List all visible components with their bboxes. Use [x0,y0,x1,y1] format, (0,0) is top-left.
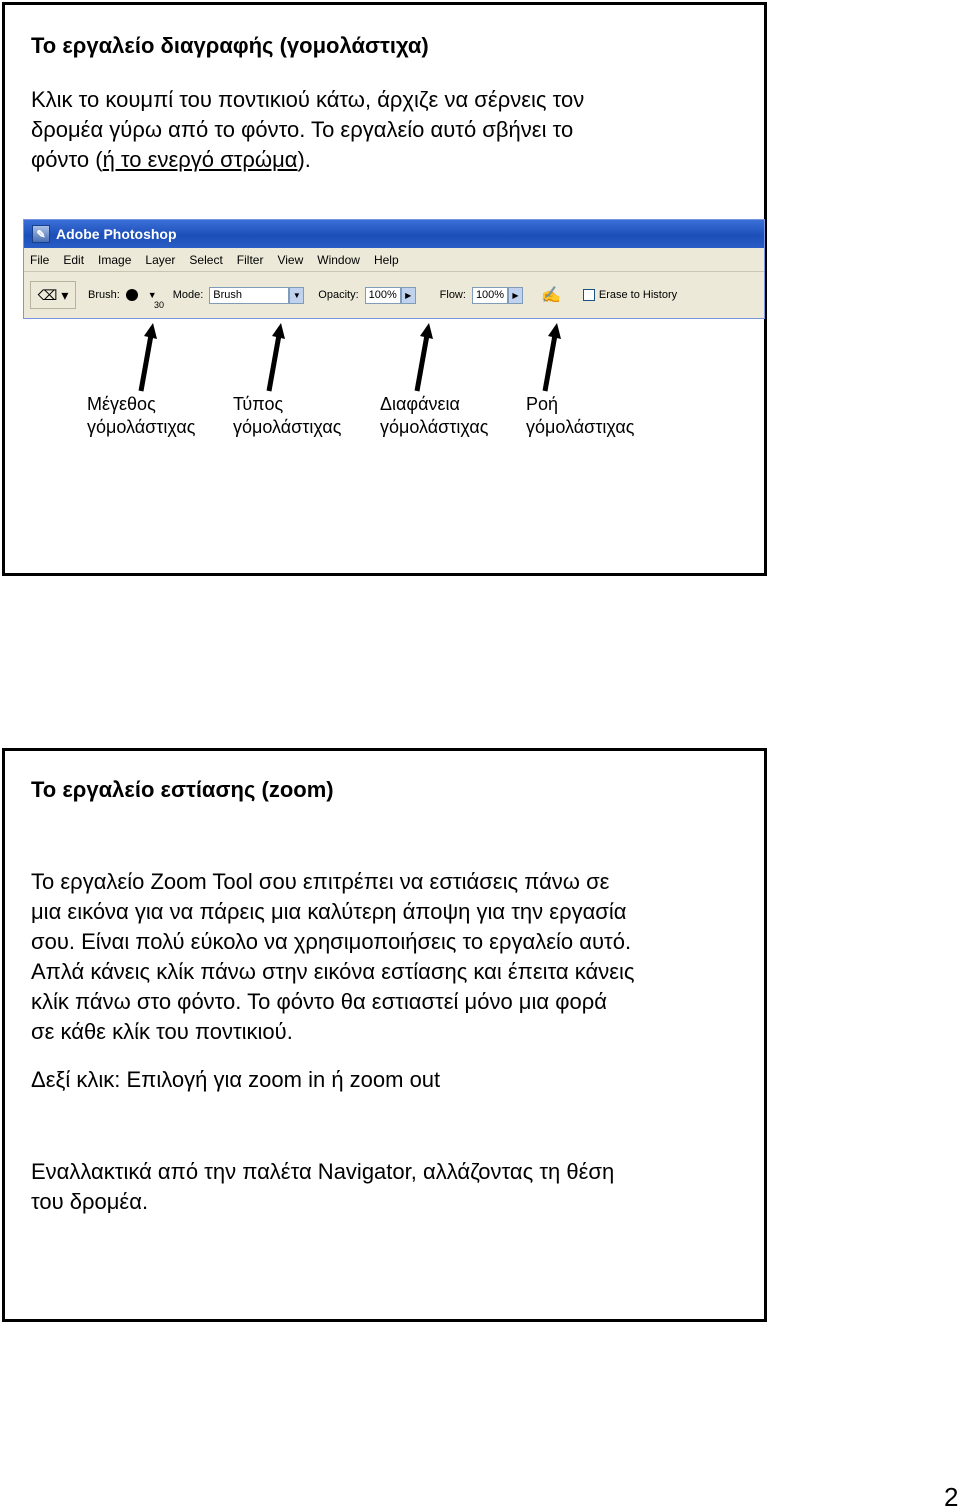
body-line: μια εικόνα για να πάρεις μια καλύτερη άποψη για την εργασία [31,899,627,924]
arrow-up-icon [539,323,563,393]
menu-view[interactable]: View [277,252,304,267]
mode-label: Mode: [172,289,204,301]
opacity-label: Opacity: [318,289,359,301]
body-line: δρομέα γύρω από το φόντο. Το εργαλείο αυτό σβήνει το [31,117,574,142]
menu-file[interactable]: File [30,252,50,267]
body-line: του δρομέα. [31,1189,149,1214]
menu-image[interactable]: Image [98,252,132,267]
body-line: Κλικ το κουμπί του ποντικιού κάτω, άρχιζε να σέρνεις τον [31,87,585,112]
opacity-input[interactable]: 100% [365,287,401,304]
caption-brush-type: Τύπος γόμολάστιχας [233,394,342,437]
slide-title: Το εργαλείο εστίασης (zoom) [31,777,334,802]
menu-window[interactable]: Window [317,252,360,267]
body-line: Απλά κάνεις κλίκ πάνω στην εικόνα εστίασης και έπειτα κάνεις [31,959,635,984]
body-line: σε κάθε κλίκ του ποντικιού. [31,1019,293,1044]
flow-label: Flow: [439,289,466,301]
brush-preview-icon[interactable] [126,289,138,301]
photoshop-screenshot [23,219,765,319]
mode-chevron-down-icon[interactable]: ▼ [289,287,304,304]
opacity-slider-arrow-icon[interactable]: ▶ [401,287,416,304]
body-line: Το εργαλείο Zoom Tool σου επιτρέπει να εστιάσεις πάνω σε [31,869,610,894]
erase-to-history-checkbox[interactable] [583,289,595,301]
menu-help[interactable]: Help [373,252,399,267]
options-bar [24,272,764,318]
menu-layer[interactable]: Layer [145,252,176,267]
brush-picker-chevron-icon[interactable]: ▼ [147,290,157,300]
caption-brush-size: Μέγεθος γόμολάστιχας [87,394,196,437]
window-titlebar [24,220,764,248]
underlined-text: ή το ενεργό στρώμα [102,147,298,172]
arrow-up-icon [135,323,159,393]
arrow-up-icon [411,323,435,393]
caption-flow: Ροή γόμολάστιχας [526,394,635,437]
slide-title: Το εργαλείο διαγραφής (γομολάστιχα) [31,33,429,58]
brush-size: 30 [154,300,165,310]
right-click-note: Δεξί κλικ: Επιλογή για zoom in ή zoom out [31,1067,441,1092]
mode-select[interactable]: Brush [209,287,289,304]
caption-opacity: Διαφάνεια γόμολάστιχας [380,394,489,437]
erase-to-history-label: Erase to History [598,289,678,301]
navigator-note [31,1157,614,1217]
slide-body [31,85,584,175]
body-line: φόντο (ή το ενεργό στρώμα). [31,147,311,172]
airbrush-icon[interactable]: ✍ [540,287,561,304]
flow-slider-arrow-icon[interactable]: ▶ [508,287,523,304]
page-number: 2 [944,1482,959,1507]
slide-eraser-tool [2,2,767,576]
brush-label: Brush: [88,289,120,301]
flow-input[interactable]: 100% [472,287,508,304]
arrow-up-icon [263,323,287,393]
window-title: Adobe Photoshop [56,226,177,242]
menu-edit[interactable]: Edit [63,252,85,267]
body-line: σου. Είναι πολύ εύκολο να χρησιμοποιήσεις το εργαλείο αυτό. [31,929,632,954]
photoshop-app-icon: ✎ [32,225,50,243]
body-line: Εναλλακτικά από την παλέτα Navigator, αλλάζοντας τη θέση [31,1159,615,1184]
menu-bar [24,248,764,272]
body-line: κλίκ πάνω στο φόντο. Το φόντο θα εστιαστεί μόνο μια φορά [31,989,607,1014]
menu-select[interactable]: Select [189,252,223,267]
zoom-description [31,867,635,1047]
eraser-tool-preset-icon[interactable]: ⌫ ▾ [30,281,76,309]
menu-filter[interactable]: Filter [236,252,264,267]
slide-zoom-tool [2,748,767,1322]
